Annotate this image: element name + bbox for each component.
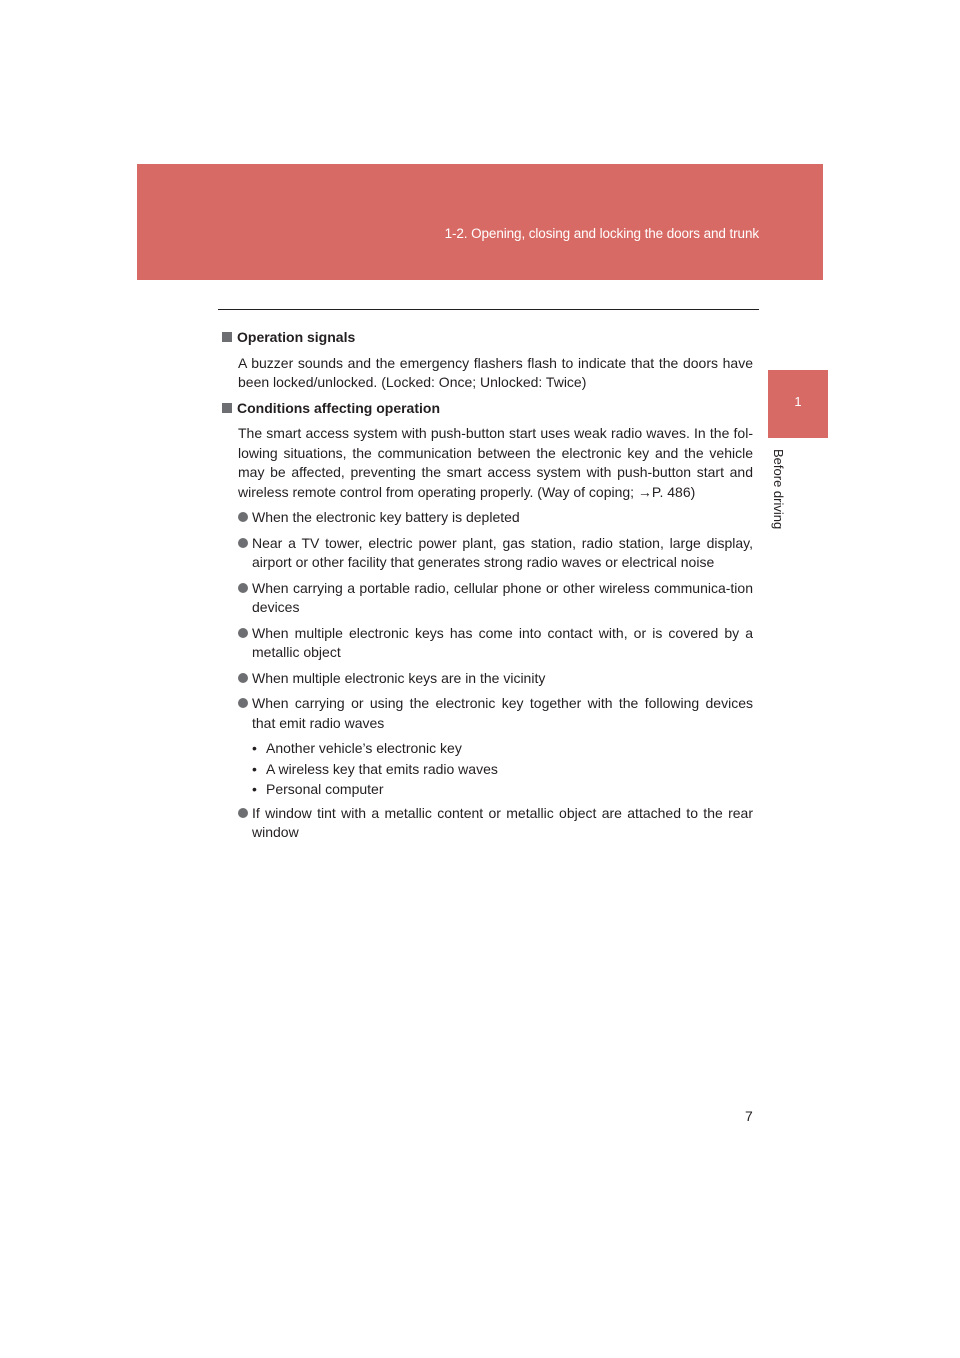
chapter-label: Before driving (771, 449, 786, 530)
list-item (238, 804, 753, 843)
sub-list-item (252, 760, 753, 780)
section-title: 1-2. Opening, closing and locking the doors and trunk (444, 226, 759, 241)
square-bullet-icon (222, 403, 232, 413)
sub-list-item-text: Another vehicle’s electronic key (266, 740, 462, 756)
circle-bullet-icon (238, 673, 248, 683)
section-paragraph: The smart access system with push-button start uses weak radio waves. In the fol-lowing situations, the communication between the electronic key and the vehicle may be affected, preventing the smart access system with push-button start and wireless remote control from operating properly. (Way of coping; →P. 486) (238, 425, 753, 500)
list-item-text: When multiple electronic keys has come into contact with, or is covered by a metallic object (252, 624, 753, 660)
sub-bullet-mark: • (252, 781, 257, 797)
circle-bullet-icon (238, 538, 248, 548)
list-item-text: When multiple electronic keys are in the vicinity (252, 669, 546, 686)
circle-bullet-icon (238, 512, 248, 522)
sub-list-item (252, 739, 753, 759)
header-band (137, 164, 823, 280)
sub-list-item-text: A wireless key that emits radio waves (266, 760, 498, 777)
list-item (238, 579, 753, 618)
list-item (238, 624, 753, 663)
list-item-text: When the electronic key battery is depleted (252, 509, 520, 525)
circle-bullet-icon (238, 628, 248, 638)
page-content (222, 328, 753, 849)
chapter-tab (768, 370, 828, 438)
sub-list-item (252, 780, 753, 800)
page-number: 7 (745, 1108, 753, 1124)
list-item (238, 669, 753, 689)
circle-bullet-icon (238, 698, 248, 708)
list-item (238, 508, 753, 528)
sub-bullet-mark: • (252, 760, 257, 777)
list-item-text: Near a TV tower, electric power plant, gas station, radio station, large display, airport or other facility that generates strong radio waves or electrical noise (252, 534, 753, 570)
square-bullet-icon (222, 332, 232, 342)
section-heading-conditions (222, 399, 753, 419)
sub-list (222, 739, 753, 800)
section-heading-text: Conditions affecting operation (237, 399, 440, 416)
list-item (238, 694, 753, 733)
list-item-text: When carrying a portable radio, cellular phone or other wireless communica-tion devices (252, 579, 753, 615)
circle-bullet-icon (238, 808, 248, 818)
sub-bullet-mark: • (252, 740, 257, 756)
chapter-number: 1 (794, 394, 802, 409)
section-heading-operation-signals (222, 328, 753, 348)
section-heading-text: Operation signals (237, 329, 356, 345)
circle-bullet-icon (238, 583, 248, 593)
list-item-text: When carrying or using the electronic key together with the following devices that emit radio waves (252, 695, 753, 731)
header-divider (218, 309, 759, 310)
sub-list-item-text: Personal computer (266, 781, 384, 797)
section-paragraph: A buzzer sounds and the emergency flashers flash to indicate that the doors have been locked/unlocked. (Locked: Once; Unlocked: Twice) (238, 354, 753, 390)
list-item-text: If window tint with a metallic content or metallic object are attached to the rear window (252, 804, 753, 840)
list-item (238, 534, 753, 573)
